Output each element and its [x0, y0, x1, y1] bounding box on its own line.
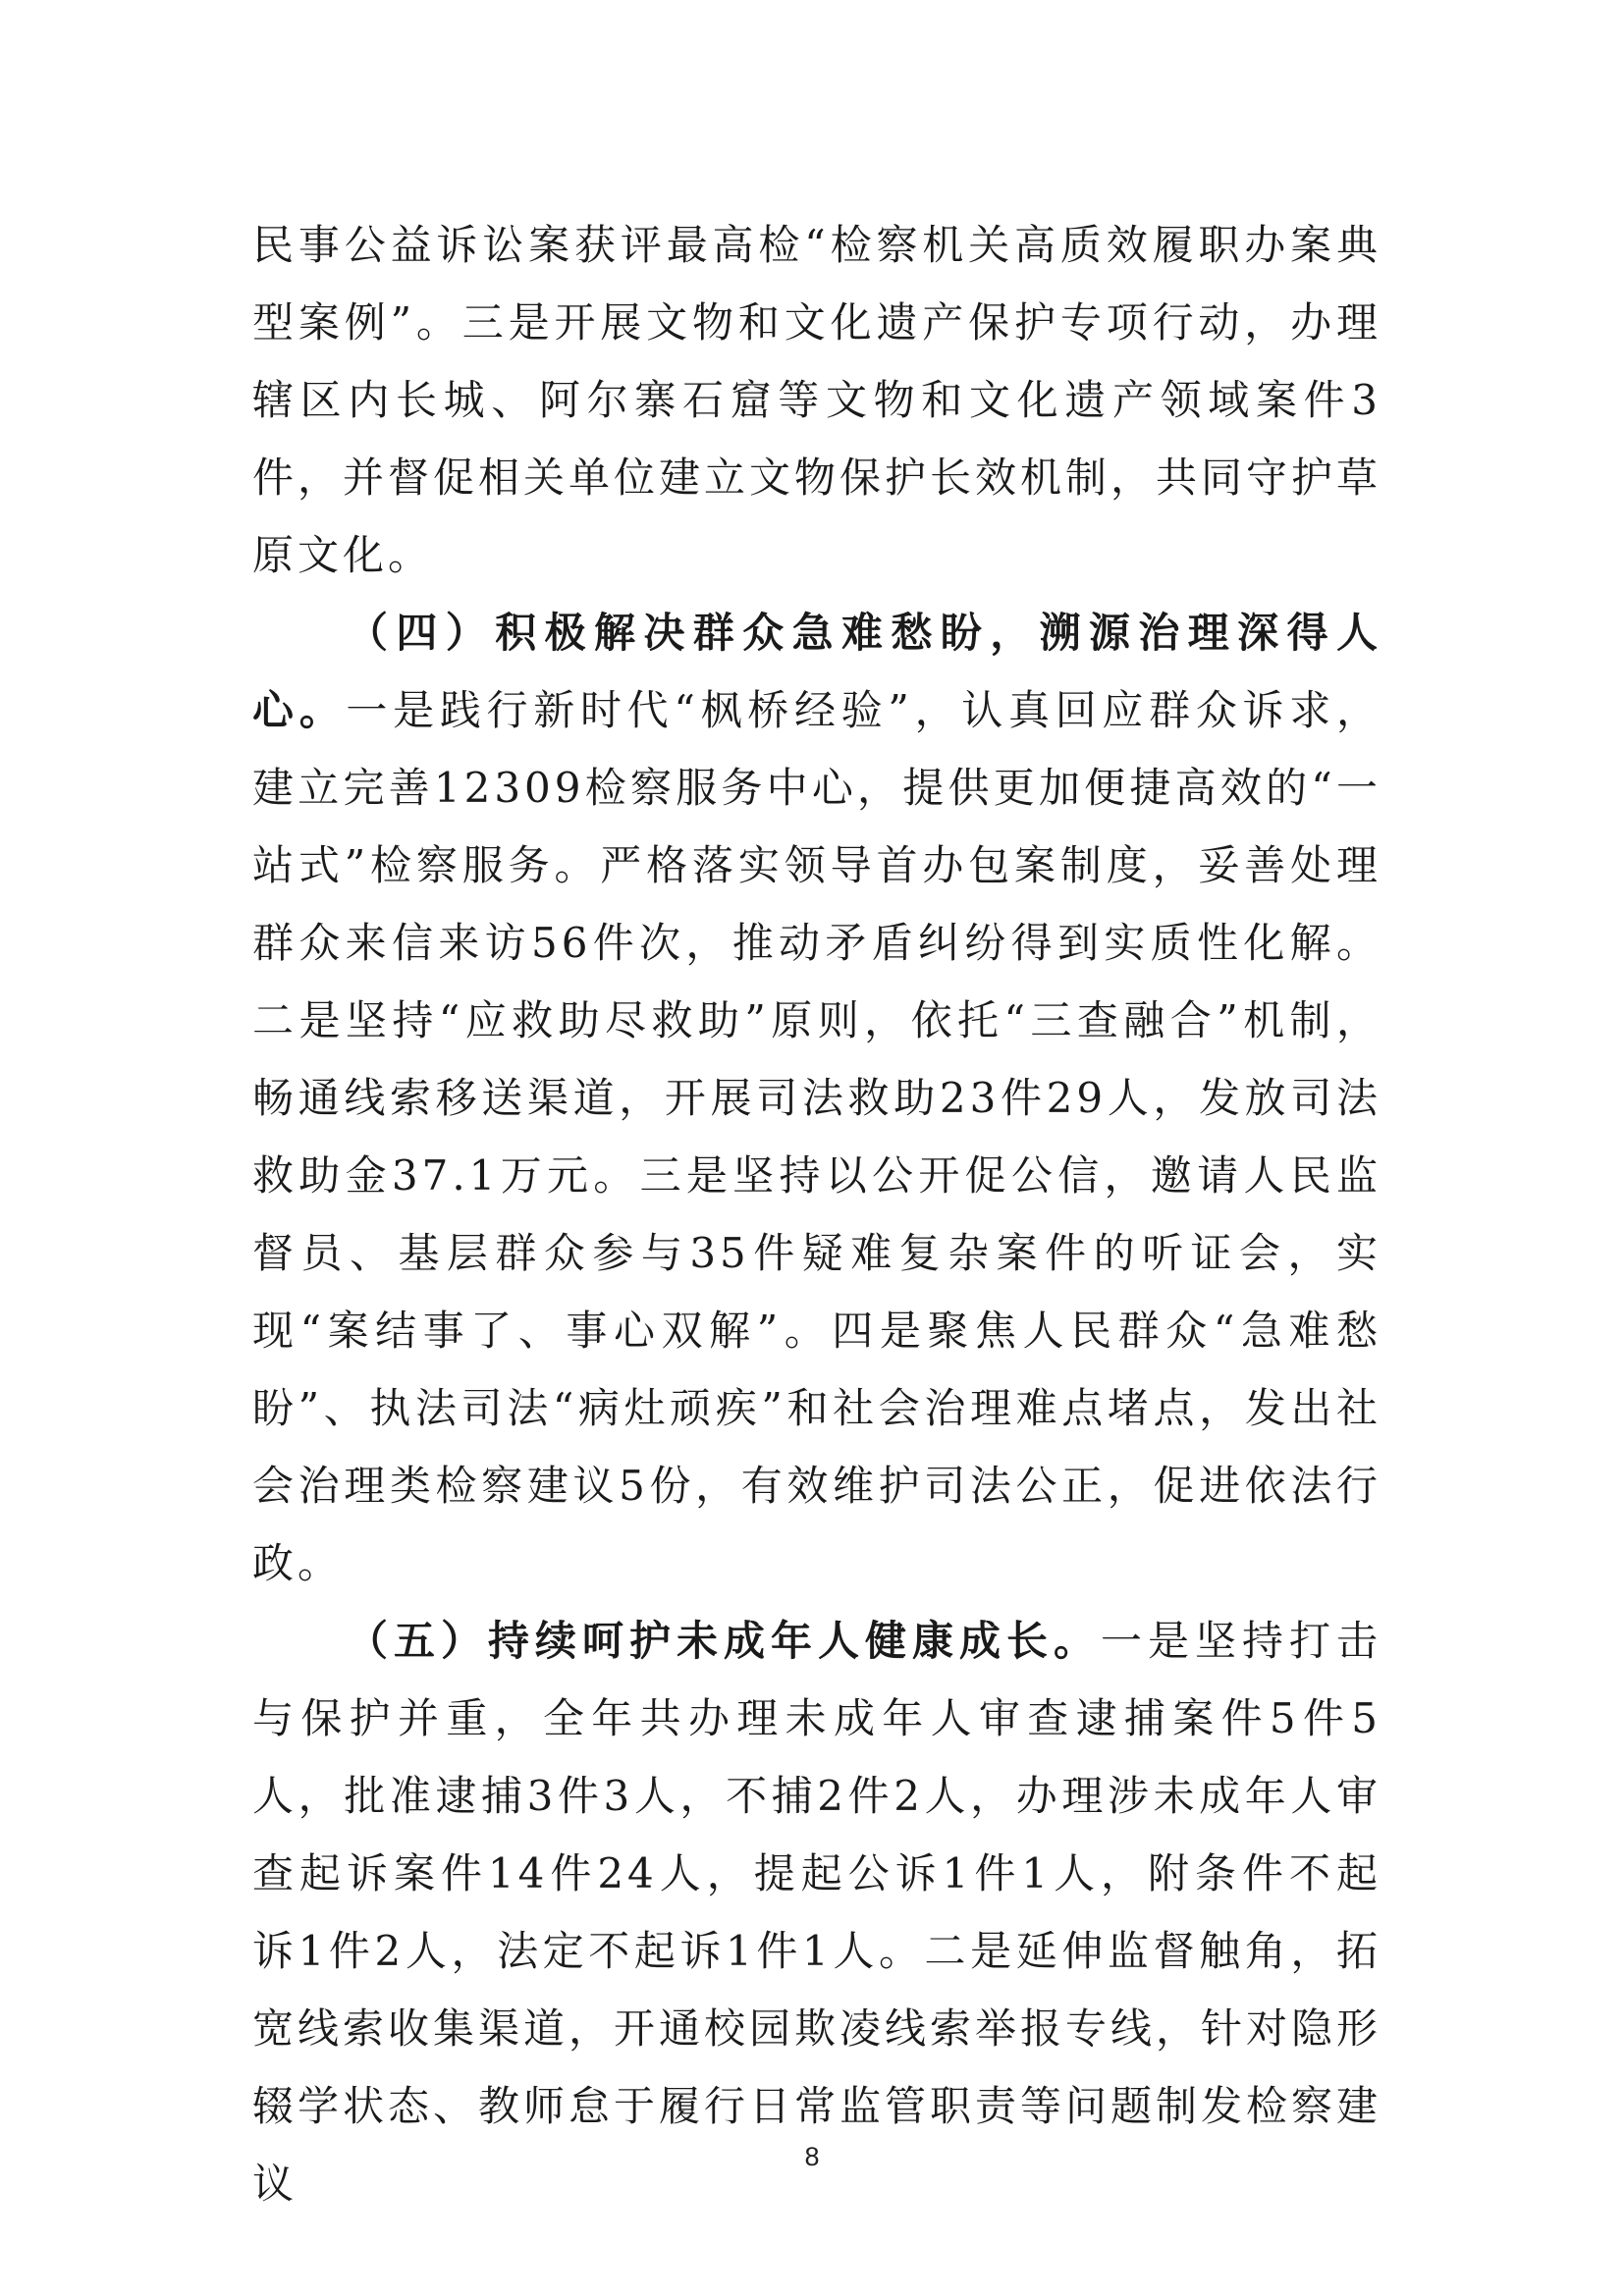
- paragraph-text: 一是践行新时代“枫桥经验”，认真回应群众诉求，建立完善12309检察服务中心，提供更加便捷高效的“一站式”检察服务。严格落实领导首办包案制度，妥善处理群众来信来访56件次，推动矛盾纠纷得到实质性化解。二是坚持“应救助尽救助”原则，依托“三查融合”机制，畅通线索移送渠道，开展司法救助23件29人，发放司法救助金37.1万元。三是坚持以公开促公信，邀请人民监督员、基层群众参与35件疑难复杂案件的听证会，实现“案结事了、事心双解”。四是聚焦人民群众“急难愁盼”、执法司法“病灶顽疾”和社会治理难点堵点，发出社会治理类检察建议5份，有效维护司法公正，促进依法行政。: [252, 686, 1381, 1587]
- paragraph-section-five: [252, 1602, 1381, 2222]
- page-number: 8: [804, 2142, 820, 2171]
- paragraph-text: 一是坚持打击与保护并重，全年共办理未成年人审查逮捕案件5件5人，批准逮捕3件3人，不捕2件2人，办理涉未成年人审查起诉案件14件24人，提起公诉1件1人，附条件不起诉1件2人，法定不起诉1件1人。二是延伸监督触角，拓宽线索收集渠道，开通校园欺凌线索举报专线，针对隐形辍学状态、教师怠于履行日常监管职责等问题制发检察建议: [252, 1617, 1382, 2208]
- section-four-heading: （四）积极解决群众急难愁盼，溯源治理深得人心。: [252, 609, 1381, 734]
- paragraph-continuation: [252, 206, 1381, 594]
- document-body: [252, 206, 1381, 2222]
- section-five-heading: （五）持续呵护未成年人健康成长。: [347, 1617, 1101, 1665]
- paragraph-text: 民事公益诉讼案获评最高检“检察机关高质效履职办案典型案例”。三是开展文物和文化遗产保护专项行动，办理辖区内长城、阿尔寨石窟等文物和文化遗产领域案件3件，并督促相关单位建立文物保护长效机制，共同守护草原文化。: [252, 221, 1382, 579]
- paragraph-section-four: [252, 594, 1381, 1602]
